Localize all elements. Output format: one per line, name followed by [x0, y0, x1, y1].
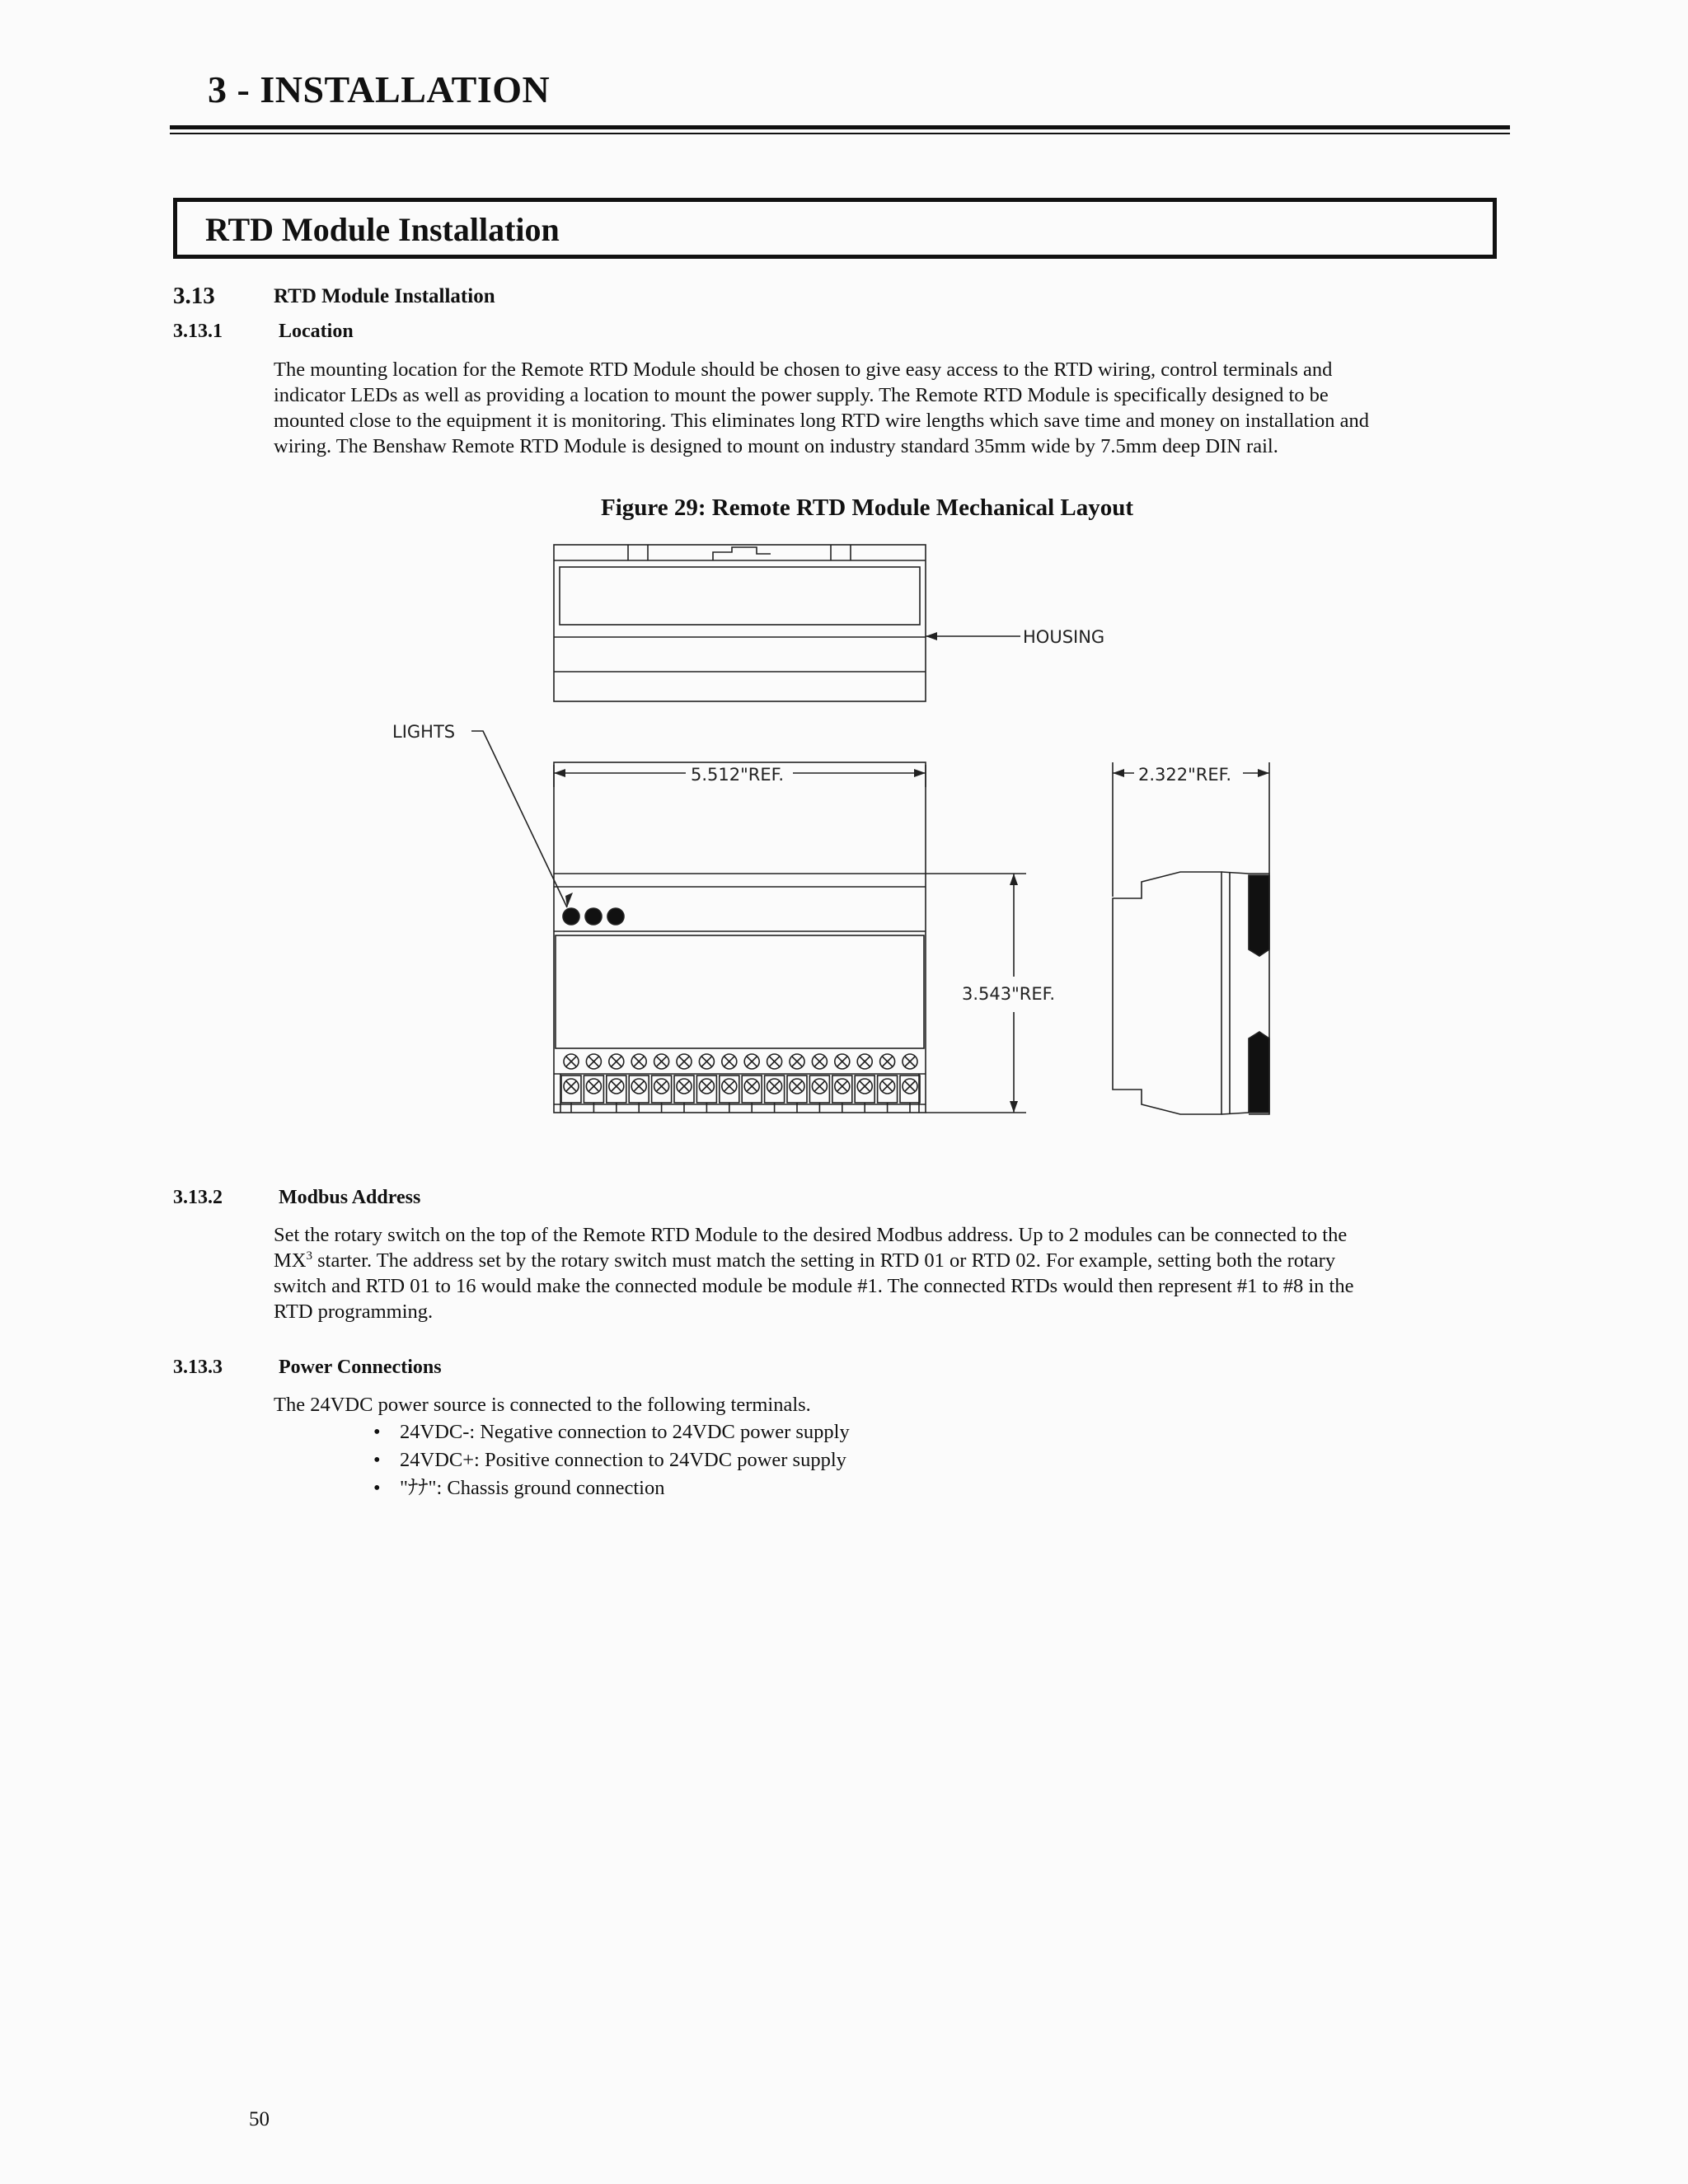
terminal-screw-cross [860, 1057, 870, 1066]
depth-dimension-label: 2.322"REF. [1138, 765, 1232, 785]
terminal-block-cross [883, 1081, 893, 1113]
terminal-block-cross [701, 1081, 711, 1113]
page-number: 50 [249, 2108, 270, 2130]
terminal-block-cross [814, 1081, 824, 1113]
terminal-blocks [561, 1076, 920, 1113]
led-light [563, 908, 579, 925]
terminal-block-cross [770, 1081, 780, 1113]
terminal-screw-cross [657, 1057, 667, 1066]
terminal-block-cross [860, 1081, 870, 1113]
terminal-screw-cross [612, 1057, 621, 1066]
terminal-block-cross [612, 1081, 621, 1113]
terminal-block-cross [657, 1081, 667, 1113]
terminal-screws [564, 1054, 917, 1069]
terminal-screw-cross [837, 1057, 847, 1066]
terminal-block-cross [792, 1081, 802, 1113]
terminal-block-cross [634, 1081, 644, 1113]
list-item-text: 24VDC-: Negative connection to 24VDC power supply [400, 1421, 850, 1443]
terminal-screw-cross [588, 1057, 598, 1066]
terminal-block-cross [724, 1081, 734, 1113]
subsection-title-location: Location [279, 321, 354, 342]
power-intro: The 24VDC power source is connected to the following terminals. [274, 1394, 811, 1416]
location-line: wiring. The Benshaw Remote RTD Module is designed to mount on industry standard 35mm wide by 7.5mm deep DIN rail. [274, 435, 1278, 457]
terminal-screw-cross [701, 1057, 711, 1066]
mx-superscript: 3 [306, 1249, 312, 1263]
terminal-screw-cross [747, 1057, 757, 1066]
modbus-paragraph [274, 1222, 1353, 1324]
list-item: • 24VDC+: Positive connection to 24VDC power supply [373, 1449, 846, 1471]
top-view [554, 545, 926, 701]
list-item-text: "ﾅﾅ": Chassis ground connection [400, 1477, 665, 1499]
modbus-line: Set the rotary switch on the top of the Remote RTD Module to the desired Modbus address. Up to 2 modules can be connected to the [274, 1224, 1348, 1246]
led-light [607, 908, 624, 925]
location-line: The mounting location for the Remote RTD Module should be chosen to give easy access to the RTD wiring, control terminals and [274, 359, 1333, 381]
subsection-title-modbus: Modbus Address [279, 1187, 421, 1208]
figure-caption: Figure 29: Remote RTD Module Mechanical Layout [600, 494, 1134, 521]
terminal-screw-cross [905, 1057, 915, 1066]
led-light [585, 908, 602, 925]
terminal-screw-cross [566, 1057, 576, 1066]
terminal-block-cross [905, 1081, 915, 1113]
modbus-line-rest: starter. The address set by the rotary switch must match the setting in RTD 01 or RTD 02. For example, setting both the rotary [312, 1249, 1336, 1272]
list-item: • "ﾅﾅ": Chassis ground connection [373, 1477, 665, 1499]
mx-text: MX [274, 1249, 307, 1272]
section-title: RTD Module Installation [274, 285, 495, 307]
terminal-screw-cross [814, 1057, 824, 1066]
terminal-screw-cross [679, 1057, 689, 1066]
terminal-screw-cross [792, 1057, 802, 1066]
modbus-line: RTD programming. [274, 1301, 434, 1323]
terminal-screw-cross [634, 1057, 644, 1066]
subsection-number-location: 3.13.1 [173, 321, 223, 342]
power-bullet-list [373, 1418, 850, 1502]
side-view [1113, 872, 1269, 1114]
subsection-number-modbus: 3.13.2 [173, 1187, 223, 1208]
chapter-title: 3 - INSTALLATION [208, 68, 551, 110]
modbus-line: switch and RTD 01 to 16 would make the connected module be module #1. The connected RTDs would then represent #1 to #8 in the [274, 1275, 1354, 1297]
section-number: 3.13 [173, 283, 215, 309]
terminal-screw-cross [883, 1057, 893, 1066]
subsection-title-power: Power Connections [279, 1357, 442, 1378]
terminal-block-cross [747, 1081, 757, 1113]
terminal-block-cross [837, 1081, 847, 1113]
section-banner-title: RTD Module Installation [205, 211, 560, 248]
modbus-line [274, 1248, 1353, 1273]
list-item: • 24VDC-: Negative connection to 24VDC power supply [373, 1421, 850, 1443]
terminal-screw-cross [770, 1057, 780, 1066]
location-line: mounted close to the equipment it is monitoring. This eliminates long RTD wire lengths which save time and money on installation and [274, 410, 1370, 432]
location-line: indicator LEDs as well as providing a location to mount the power supply. The Remote RTD Module is specifically designed to be [274, 384, 1329, 406]
height-dimension-label: 3.543"REF. [962, 984, 1056, 1004]
list-item-text: 24VDC+: Positive connection to 24VDC power supply [400, 1449, 846, 1471]
width-dimension-label: 5.512"REF. [691, 765, 785, 785]
terminal-block-cross [679, 1081, 689, 1113]
housing-label: HOUSING [1023, 627, 1105, 647]
subsection-number-power: 3.13.3 [173, 1357, 223, 1378]
terminal-block-cross [566, 1081, 576, 1113]
terminal-screw-cross [724, 1057, 734, 1066]
lights-leader [471, 731, 567, 907]
lights-label: LIGHTS [392, 722, 456, 742]
terminal-block-cross [588, 1081, 598, 1113]
